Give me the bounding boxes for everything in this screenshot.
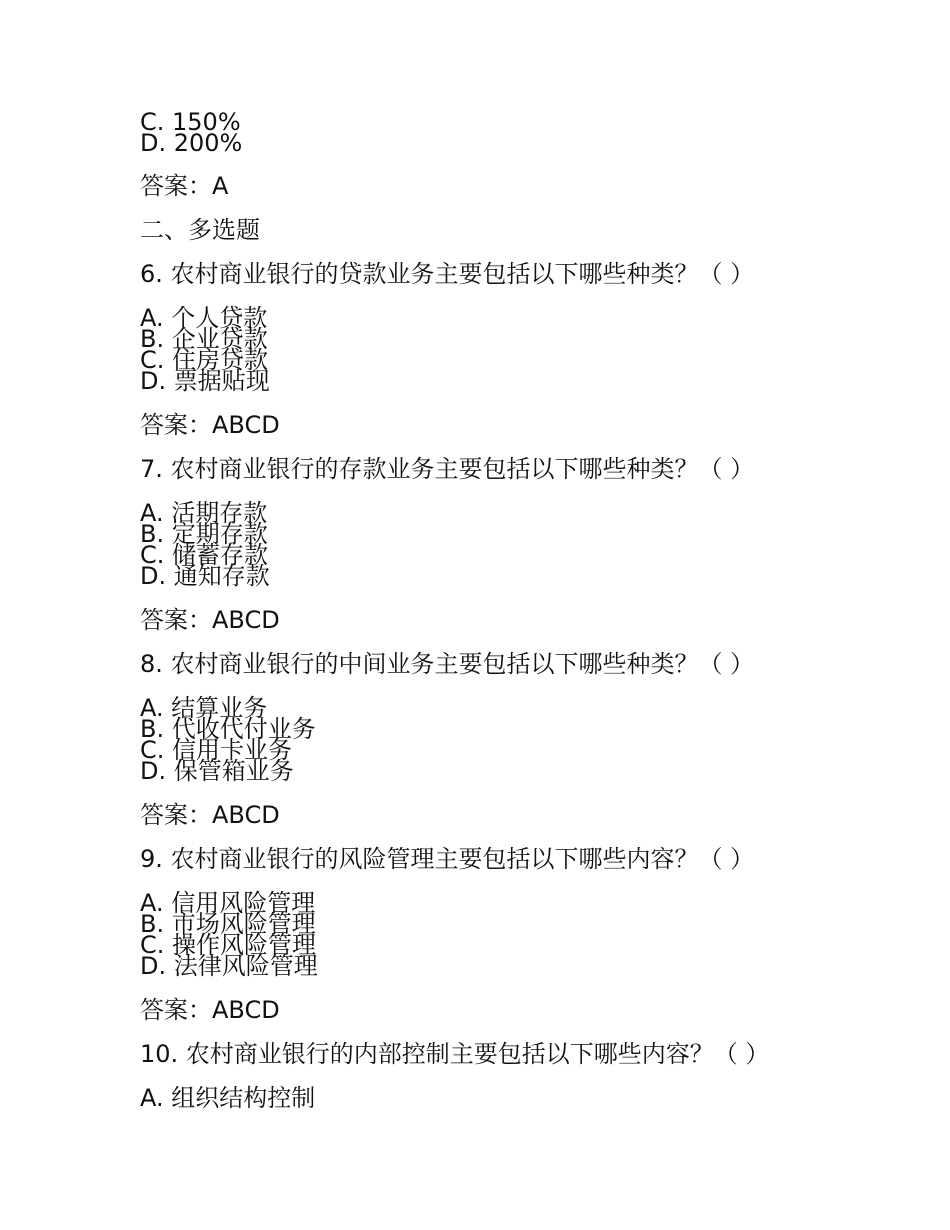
option-line: A. 个人贷款 <box>140 304 268 332</box>
option-line: D. 200% <box>140 129 243 157</box>
answer-line: 答案：ABCD <box>140 996 280 1024</box>
option-line: C. 信用卡业务 <box>140 736 293 764</box>
answer-line: 答案：A <box>140 172 229 200</box>
option-line: B. 代收代付业务 <box>140 715 316 743</box>
option-line: D. 保管箱业务 <box>140 757 294 785</box>
option-line: A. 活期存款 <box>140 499 268 527</box>
option-line: A. 组织结构控制 <box>140 1084 316 1112</box>
option-line: D. 通知存款 <box>140 562 270 590</box>
answer-line: 答案：ABCD <box>140 801 280 829</box>
option-line: D. 法律风险管理 <box>140 952 318 980</box>
option-line: B. 定期存款 <box>140 520 268 548</box>
answer-line: 答案：ABCD <box>140 606 280 634</box>
question-text: 7. 农村商业银行的存款业务主要包括以下哪些种类？（ ） <box>140 455 755 483</box>
answer-line: 答案：ABCD <box>140 411 280 439</box>
section-title: 二、多选题 <box>140 216 260 244</box>
question-text: 10. 农村商业银行的内部控制主要包括以下哪些内容？（ ） <box>140 1040 770 1068</box>
question-text: 9. 农村商业银行的风险管理主要包括以下哪些内容？（ ） <box>140 845 755 873</box>
question-text: 8. 农村商业银行的中间业务主要包括以下哪些种类？（ ） <box>140 650 755 678</box>
question-text: 6. 农村商业银行的贷款业务主要包括以下哪些种类？（ ） <box>140 260 755 288</box>
option-line: C. 150% <box>140 108 241 136</box>
option-line: D. 票据贴现 <box>140 367 270 395</box>
option-line: B. 市场风险管理 <box>140 910 316 938</box>
option-line: A. 信用风险管理 <box>140 889 316 917</box>
option-line: A. 结算业务 <box>140 694 268 722</box>
option-line: B. 企业贷款 <box>140 325 268 353</box>
option-line: C. 住房贷款 <box>140 346 269 374</box>
option-line: C. 操作风险管理 <box>140 931 317 959</box>
option-line: C. 储蓄存款 <box>140 541 269 569</box>
